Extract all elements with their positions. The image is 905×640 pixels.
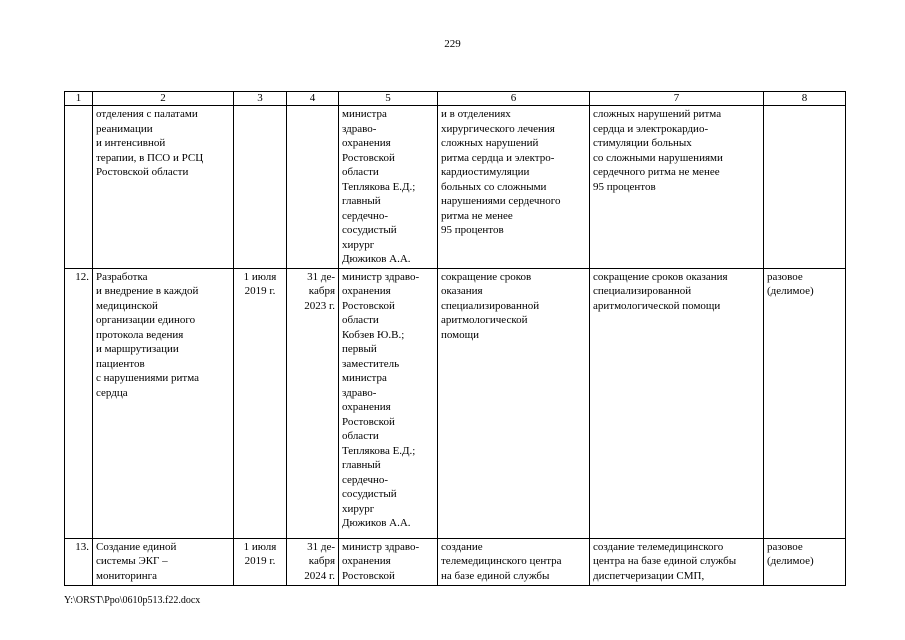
cell-line: специализированной: [593, 285, 692, 297]
cell-line: сердечно-: [342, 473, 389, 486]
column-number: 6: [438, 92, 590, 106]
cell-responsible: [339, 538, 438, 585]
cell-line: организации единого: [96, 314, 196, 326]
cell-line: здраво-: [342, 386, 377, 399]
cell-line: разовое: [767, 540, 803, 553]
cell-line: Ростовской: [342, 151, 395, 164]
cell-line: сердечно-: [342, 209, 389, 222]
cell-line: министр здраво-: [342, 270, 420, 283]
cell-type: [764, 106, 846, 269]
cell-start-date: [234, 538, 287, 585]
cell-line: системы ЭКГ –: [96, 555, 168, 567]
cell-line: хирург: [342, 238, 375, 251]
cell-line: специализированной: [441, 299, 540, 312]
cell-line: сосудистый: [342, 488, 397, 500]
cell-indicator: [590, 106, 764, 269]
cell-line: Дюжиков А.А.: [342, 253, 411, 265]
cell-line: мониторинга: [96, 569, 158, 582]
cell-indicator: [590, 268, 764, 538]
cell-line: терапии, в ПСО и РСЦ: [96, 151, 204, 164]
cell-line: отделения с палатами: [96, 108, 198, 120]
cell-line: центра на базе единой службы: [593, 555, 737, 567]
cell-line: реанимации: [96, 122, 153, 135]
cell-line: заместитель: [342, 357, 400, 370]
cell-line: главный: [342, 195, 381, 207]
cell-line: создание: [441, 540, 483, 553]
cell-number: [65, 106, 93, 269]
cell-line: Разработка: [96, 270, 148, 283]
cell-line: 2019 г.: [244, 555, 276, 567]
cell-line: Ростовской: [342, 415, 395, 428]
cell-line: главный: [342, 459, 381, 471]
cell-result: [438, 106, 590, 269]
cell-responsible: [339, 106, 438, 269]
column-number: 5: [339, 92, 438, 106]
cell-line: ритма сердца и электро-: [441, 151, 555, 164]
cell-line: стимуляции больных: [593, 137, 692, 149]
file-path-footer: Y:\ORST\Ppo\0610p513.f22.docx: [64, 595, 201, 606]
cell-line: кабря: [308, 555, 335, 567]
cell-line: министра: [342, 108, 387, 120]
cell-line: сердца: [96, 386, 128, 399]
cell-line: и интенсивной: [96, 137, 166, 149]
cell-line: министр здраво-: [342, 540, 420, 553]
cell-type: [764, 268, 846, 538]
cell-line: хирург: [342, 502, 375, 515]
cell-line: области: [342, 430, 379, 442]
cell-line: первый: [342, 343, 377, 355]
cell-line: 2023 г.: [304, 299, 335, 312]
cell-start-date: [234, 106, 287, 269]
cell-line: 13.: [75, 540, 89, 553]
cell-indicator: [590, 538, 764, 585]
cell-line: на базе единой службы: [441, 569, 550, 582]
column-number: 4: [287, 92, 339, 106]
cell-line: разовое: [767, 270, 803, 283]
cell-line: с нарушениями ритма: [96, 372, 200, 384]
cell-line: со сложными нарушениями: [593, 151, 723, 164]
cell-line: телемедицинского центра: [441, 555, 562, 567]
cell-line: и маршрутизации: [96, 343, 179, 355]
cell-end-date: [287, 106, 339, 269]
table-row: [65, 268, 846, 538]
cell-line: протокола ведения: [96, 328, 184, 341]
cell-measure: [93, 538, 234, 585]
cell-line: нарушениями сердечного: [441, 195, 561, 207]
cell-line: аритмологической: [441, 314, 528, 326]
column-number: 7: [590, 92, 764, 106]
cell-start-date: [234, 268, 287, 538]
column-number: 1: [65, 92, 93, 106]
cell-line: ритма не менее: [441, 209, 513, 222]
cell-line: министра: [342, 372, 387, 384]
cell-line: сердечного ритма не менее: [593, 166, 720, 178]
column-number: 2: [93, 92, 234, 106]
cell-line: Ростовской области: [96, 166, 189, 178]
column-number: 8: [764, 92, 846, 106]
cell-line: пациентов: [96, 357, 145, 370]
cell-line: диспетчеризации СМП,: [593, 569, 705, 582]
cell-line: охранения: [342, 401, 391, 413]
cell-line: Дюжиков А.А.: [342, 517, 411, 529]
cell-line: медицинской: [96, 299, 158, 312]
cell-number: [65, 538, 93, 585]
cell-line: помощи: [441, 328, 479, 341]
cell-line: 2019 г.: [244, 285, 276, 297]
cell-line: аритмологической помощи: [593, 299, 721, 312]
cell-line: сложных нарушений ритма: [593, 108, 722, 120]
cell-result: [438, 268, 590, 538]
cell-line: оказания: [441, 285, 483, 297]
cell-line: сердца и электрокардио-: [593, 122, 709, 135]
cell-line: сокращение сроков: [441, 270, 532, 283]
table-row: [65, 538, 846, 585]
cell-result: [438, 538, 590, 585]
cell-line: 95 процентов: [441, 224, 504, 236]
cell-line: Создание единой: [96, 540, 177, 553]
page-number: 229: [444, 38, 461, 50]
cell-line: Теплякова Е.Д.;: [342, 180, 416, 193]
cell-line: здраво-: [342, 122, 377, 135]
column-number: 3: [234, 92, 287, 106]
cell-measure: [93, 268, 234, 538]
cell-number: [65, 268, 93, 538]
cell-line: Ростовской: [342, 569, 395, 582]
cell-line: Ростовской: [342, 299, 395, 312]
cell-line: Теплякова Е.Д.;: [342, 444, 416, 457]
cell-line: сокращение сроков оказания: [593, 270, 728, 283]
cell-line: охранения: [342, 285, 391, 297]
cell-line: сложных нарушений: [441, 137, 539, 149]
cell-line: кабря: [308, 285, 335, 297]
cell-line: Кобзев Ю.В.;: [342, 328, 405, 341]
cell-line: 1 июля: [243, 540, 277, 553]
cell-line: охранения: [342, 137, 391, 149]
cell-line: (делимое): [767, 285, 814, 297]
cell-line: 31 де-: [307, 270, 335, 283]
cell-line: 1 июля: [243, 270, 277, 283]
cell-line: 2024 г.: [304, 569, 335, 582]
cell-line: 31 де-: [307, 540, 335, 553]
cell-line: кардиостимуляции: [441, 166, 530, 178]
cell-line: области: [342, 166, 379, 178]
cell-responsible: [339, 268, 438, 538]
cell-line: создание телемедицинского: [593, 540, 724, 553]
cell-line: больных со сложными: [441, 180, 547, 193]
cell-line: хирургического лечения: [441, 122, 555, 135]
cell-line: 12.: [75, 270, 89, 283]
cell-line: и в отделениях: [441, 108, 511, 120]
cell-line: охранения: [342, 555, 391, 567]
measures-table: [64, 91, 846, 586]
cell-end-date: [287, 268, 339, 538]
cell-line: и внедрение в каждой: [96, 285, 199, 297]
cell-line: (делимое): [767, 555, 814, 567]
column-number-row: [65, 92, 846, 106]
cell-line: сосудистый: [342, 224, 397, 236]
cell-measure: [93, 106, 234, 269]
cell-end-date: [287, 538, 339, 585]
cell-type: [764, 538, 846, 585]
cell-line: области: [342, 314, 379, 326]
cell-line: 95 процентов: [593, 180, 656, 193]
table-row: [65, 106, 846, 269]
